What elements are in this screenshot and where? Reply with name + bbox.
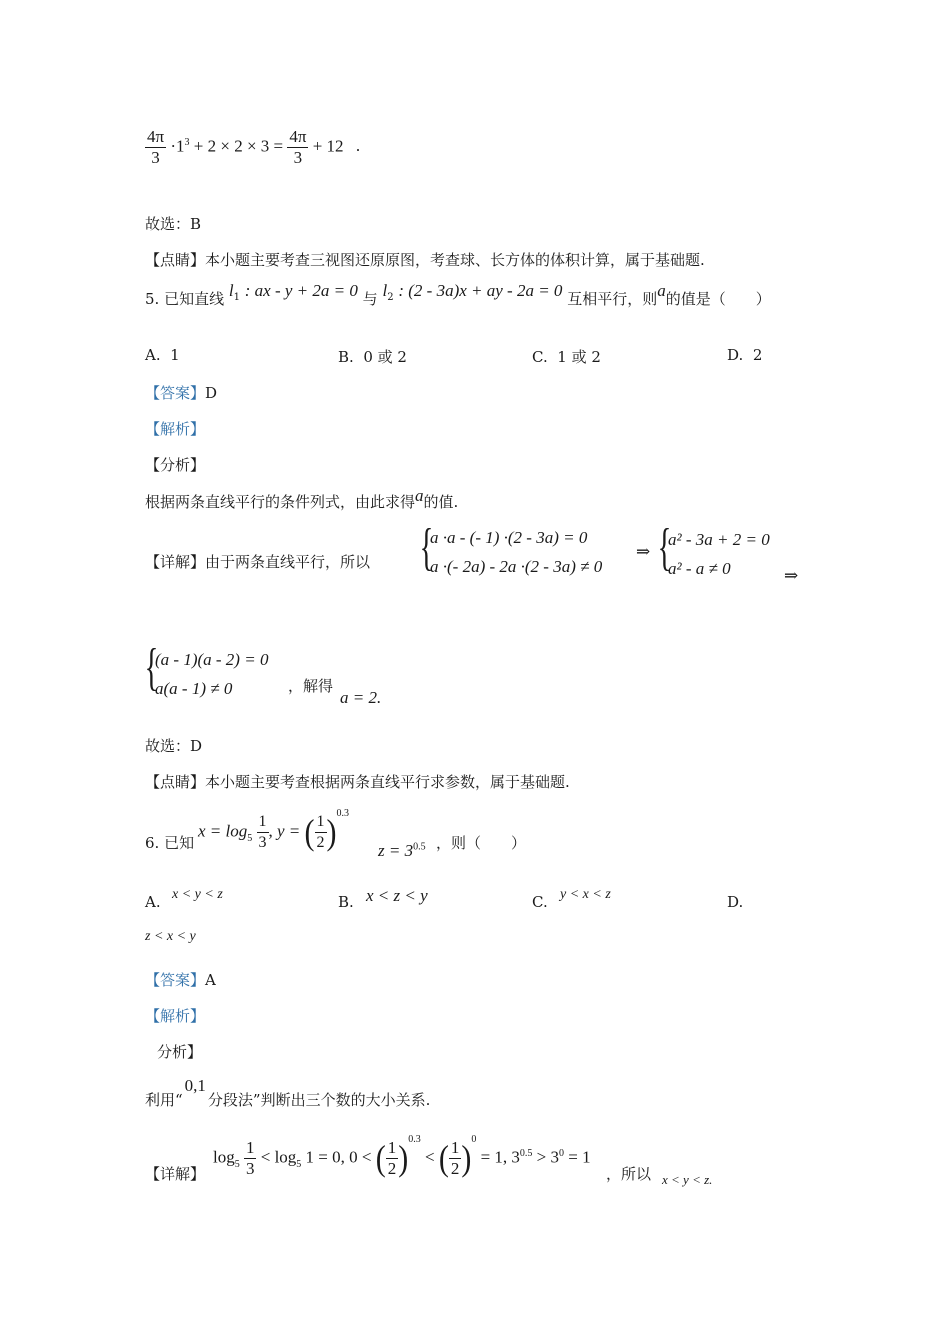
q4-dianjing: 【点睛】本小题主要考查三视图还原原图，考查球、长方体的体积计算，属于基础题. [145,251,705,269]
solve-equation: a = 2. [340,688,382,707]
q5-option-a: A. 1 [145,346,180,364]
q5-detail: 【详解】由于两条直线平行，所以 [145,553,371,571]
q6-option-a-text: x < y < z [172,887,223,902]
top-formula: $\frac{4\pi}{3}$ $\cdot 1^3 + 2 \times 2 \times 3$ = $\frac{4\pi}{3}$ + 12 . [147,127,361,167]
right-paren: ) [461,1138,472,1178]
q5-analysis-label: 【解析】 [145,420,206,438]
q6-option-a-label: A. [145,893,161,911]
dianjing-label: 【点睛】 [145,773,206,791]
q5-dianjing: 【点睛】本小题主要考查根据两条直线平行求参数，属于基础题. [145,773,570,791]
q6-option-c-label: C. [532,893,548,911]
left-paren: ( [375,1138,386,1178]
q6-fenxi-text: 利用“0,1分段法”判断出三个数的大小关系. [145,1076,431,1109]
fraction: $\frac{1}{2}$ [316,813,325,851]
q6-option-b-text: x < z < y [366,886,428,905]
q5-answer: 【答案】D [145,384,218,402]
q4-choose-line: 故选：B [145,215,202,233]
q5-option-c: C. 1 或 2 [532,348,601,366]
q6-prefix: 6. 已知 [145,834,195,852]
q6-option-b-label: B. [338,893,354,911]
answer-label: 【答案】 [145,971,206,989]
q6-z-def: $z = 3^{0.5}$ [378,841,426,860]
right-paren: ) [398,1138,409,1178]
q6-stem-math: $x = \log_5$ $\frac{1}{3}$ , y = ( $\frac{1}{2}$ )$^{0.3}$ [198,807,350,852]
fraction: $\frac{1}{2}$ [387,1138,397,1178]
left-brace: { [419,519,434,576]
right-paren: ) [326,812,337,852]
left-paren: ( [304,812,315,852]
fraction: $\frac{1}{3}$ [258,813,267,851]
q6-detail-so: ，所以 [606,1165,652,1183]
fraction: $\frac{4\pi}{3}$ [289,127,307,167]
q6-detail-conclusion: x < y < z. [662,1172,713,1187]
q6-option-d-label: D. [727,893,744,911]
q6-detail-label: 【详解】 [145,1165,206,1183]
fraction: $\frac{1}{2}$ [450,1138,460,1178]
q6-option-c-text: y < x < z [560,887,611,902]
implies-arrow: ⇒ [636,542,651,561]
left-brace: { [657,519,672,576]
answer-label: 【答案】 [145,384,206,402]
fraction: $\frac{1}{3}$ [245,1138,255,1178]
q5-option-b: B. 0 或 2 [338,348,407,366]
q5-fenxi-text: 根据两条直线平行的条件列式，由此求得a的值. [145,486,459,511]
detail-label: 【详解】 [145,553,206,571]
q5-stem: 5. 已知直线 $l_1$ : ax - y + 2a = 0 与 $l_2$ : (2 - 3a)x + ay - 2a = 0 互相平行，则a的值是（ ） [145,281,771,308]
dianjing-label: 【点睛】 [145,251,206,269]
fraction: $\frac{4\pi}{3}$ [147,127,165,167]
q6-answer: 【答案】A [145,971,216,989]
q5-option-d: D. 2 [727,346,763,364]
q6-analysis-label: 【解析】 [145,1007,206,1025]
q5-choose-line: 故选：D [145,737,203,755]
q6-detail-math: $\log_5$ $\frac{1}{3}$ < $\log_5 1 = 0$, 0 < ( $\frac{1}{2}$ )$^{0.3}$ < ( $\frac{1}{2}$ )$^0$ = 1, $3^{0.5} > 3^0 = 1$ [213,1133,591,1178]
solve-text: ，解得 [288,677,334,695]
implies-arrow: ⇒ [784,566,799,585]
q6-fenxi-label: 分析】 [157,1043,203,1061]
q6-suffix: ，则（ ） [436,834,527,852]
left-brace: { [144,639,159,696]
q6-option-d-text: z < x < y [145,929,196,944]
q5-fenxi-label: 【分析】 [145,456,206,474]
left-paren: ( [438,1138,449,1178]
